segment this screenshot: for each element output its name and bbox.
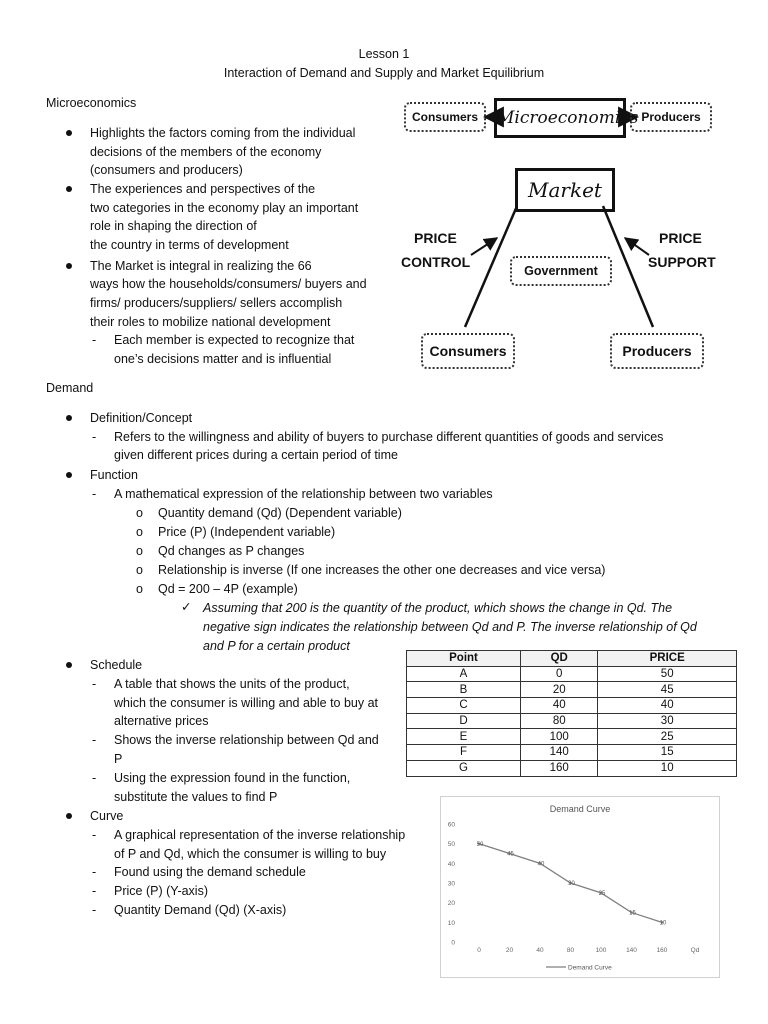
table-row	[407, 682, 737, 698]
curve-text: Price (P) (Y-axis)	[114, 884, 208, 898]
data-label: 40	[537, 861, 545, 868]
schedule-text: A table that shows the units of the product,	[114, 677, 350, 691]
table-header-row	[407, 651, 737, 667]
data-label: 50	[476, 841, 484, 848]
y-tick-label: 60	[447, 821, 455, 829]
table-row	[407, 729, 737, 745]
dash: -	[92, 677, 97, 691]
micro-line: (consumers and producers)	[90, 163, 243, 177]
micro-line: Each member is expected to recognize that	[114, 333, 355, 347]
consumers-top-box: Consumers	[404, 102, 486, 132]
micro-line: their roles to mobilize national development	[90, 315, 331, 329]
data-label: 30	[568, 881, 575, 888]
table-row	[407, 698, 737, 714]
demand-schedule-table	[406, 650, 737, 777]
schedule-text: P	[114, 752, 123, 766]
table-cell: E	[407, 729, 521, 745]
x-tick-label: 20	[505, 947, 514, 954]
y-tick-label: 20	[447, 900, 455, 908]
bullet	[66, 415, 72, 421]
table-row	[407, 760, 737, 776]
demand-heading: Demand	[46, 381, 94, 395]
table-cell: 80	[521, 713, 598, 729]
bullet	[66, 263, 72, 269]
micro-line: role in shaping the direction of	[90, 219, 257, 233]
table-cell: 30	[598, 713, 737, 729]
bullet	[66, 130, 72, 136]
dash: -	[92, 884, 97, 898]
function-item: Qd changes as P changes	[158, 544, 305, 558]
sub-bullet: o	[136, 563, 143, 577]
table-cell: 50	[598, 666, 737, 682]
table-cell: 15	[598, 745, 737, 761]
y-tick-label: 10	[447, 919, 455, 927]
page-title: Interaction of Demand and Supply and Market Equilibrium	[223, 66, 545, 80]
table-cell: C	[407, 698, 521, 714]
y-tick-label: 50	[447, 841, 455, 849]
sub-bullet: o	[136, 506, 143, 520]
data-label: 10	[659, 920, 667, 927]
bullet	[66, 472, 72, 478]
micro-heading: Microeconomics	[46, 96, 137, 110]
y-tick-label: 0	[451, 939, 455, 947]
micro-line: The Market is integral in realizing the 66	[90, 259, 312, 273]
table-header: Point	[407, 651, 521, 667]
table-header: PRICE	[598, 651, 737, 667]
table-row	[407, 666, 737, 682]
schedule-text: Shows the inverse relationship between Qd and	[114, 733, 379, 747]
data-label: 45	[507, 851, 514, 858]
sub-bullet: o	[136, 525, 143, 539]
table-cell: 40	[598, 698, 737, 714]
producers-bottom-box: Producers	[610, 333, 704, 369]
schedule-text: substitute the values to find P	[114, 790, 278, 804]
table-cell: 160	[521, 760, 598, 776]
function-item: Relationship is inverse (If one increases the other one decreases and vice versa)	[158, 563, 606, 577]
sub-bullet: o	[136, 544, 143, 558]
y-tick-label: 40	[447, 860, 455, 868]
lesson-label: Lesson 1	[358, 47, 410, 61]
legend-label: Demand Curve	[568, 964, 612, 972]
price-control-arrow-icon	[471, 238, 497, 255]
curve-text: of P and Qd, which the consumer is willing to buy	[114, 847, 387, 861]
microeconomics-box: Microeconomics	[494, 98, 626, 138]
table-cell: A	[407, 666, 521, 682]
schedule-label: Schedule	[90, 658, 143, 672]
data-label: 25	[598, 891, 606, 898]
table-cell: D	[407, 713, 521, 729]
sub-bullet: o	[136, 582, 143, 596]
micro-line: ways how the households/consumers/ buyers and	[90, 277, 367, 291]
consumers-bottom-box: Consumers	[421, 333, 515, 369]
dash: -	[92, 903, 97, 917]
curve-text: Found using the demand schedule	[114, 865, 306, 879]
table-cell: 45	[598, 682, 737, 698]
schedule-text: Using the expression found in the function,	[114, 771, 351, 785]
market-box: Market	[515, 168, 615, 212]
definition-label: Definition/Concept	[90, 411, 193, 425]
x-tick-label: 160	[656, 947, 668, 954]
curve-label: Curve	[90, 809, 124, 823]
definition-text: given different prices during a certain period of time	[114, 448, 398, 462]
table-cell: 0	[521, 666, 598, 682]
demand-chart-frame	[440, 796, 720, 978]
schedule-text: alternative prices	[114, 714, 209, 728]
x-axis-label: Qd	[690, 947, 700, 954]
function-item: Price (P) (Independent variable)	[158, 525, 336, 539]
producers-top-box: Producers	[630, 102, 712, 132]
dash: -	[92, 487, 97, 501]
curve-text: Quantity Demand (Qd) (X-axis)	[114, 903, 287, 917]
demand-chart	[441, 797, 719, 977]
micro-line: two categories in the economy play an important	[90, 201, 359, 215]
function-item: Qd = 200 – 4P (example)	[158, 582, 298, 596]
dash: -	[92, 771, 97, 785]
micro-line: firms/ producers/suppliers/ sellers accomplish	[90, 296, 343, 310]
table-cell: 40	[521, 698, 598, 714]
note-text: and P for a certain product	[203, 639, 350, 653]
table-row	[407, 713, 737, 729]
function-desc: A mathematical expression of the relationship between two variables	[114, 487, 493, 501]
price-support-label: PRICE	[659, 230, 702, 246]
dash: -	[92, 733, 97, 747]
table-cell: 140	[521, 745, 598, 761]
dash: -	[92, 828, 97, 842]
price-support-arrow-icon	[625, 238, 649, 255]
table-cell: F	[407, 745, 521, 761]
micro-line: decisions of the members of the economy	[90, 145, 322, 159]
dash: -	[92, 430, 97, 444]
schedule-text: which the consumer is willing and able to buy at	[114, 696, 379, 710]
price-control-label: CONTROL	[401, 254, 471, 270]
table-cell: 20	[521, 682, 598, 698]
micro-line: one’s decisions matter and is influential	[114, 352, 332, 366]
function-item: Quantity demand (Qd) (Dependent variable)	[158, 506, 402, 520]
x-tick-label: 40	[536, 947, 544, 954]
table-cell: 10	[598, 760, 737, 776]
definition-text: Refers to the willingness and ability of buyers to purchase different quantities of goods and services	[114, 430, 664, 444]
price-support-label: SUPPORT	[648, 254, 716, 270]
note-text: Assuming that 200 is the quantity of the product, which shows the change in Qd. The	[203, 601, 673, 615]
table-cell: 25	[598, 729, 737, 745]
bullet	[66, 186, 72, 192]
table-cell: 100	[521, 729, 598, 745]
price-control-label: PRICE	[414, 230, 457, 246]
table-cell: G	[407, 760, 521, 776]
check-icon: ✓	[181, 600, 192, 614]
data-label: 15	[629, 910, 636, 917]
micro-line: the country in terms of development	[90, 238, 289, 252]
function-label: Function	[90, 468, 138, 482]
y-tick-label: 30	[447, 880, 455, 888]
x-tick-label: 0	[477, 947, 481, 954]
x-tick-label: 100	[595, 947, 607, 954]
dash: -	[92, 333, 97, 347]
table-header: QD	[521, 651, 598, 667]
government-box: Government	[510, 256, 612, 286]
table-cell: B	[407, 682, 521, 698]
x-tick-label: 80	[566, 947, 575, 954]
x-tick-label: 140	[626, 947, 637, 954]
note-text: negative sign indicates the relationship between Qd and P. The inverse relationship of Qd	[203, 620, 697, 634]
micro-line: The experiences and perspectives of the	[90, 182, 316, 196]
bullet	[66, 813, 72, 819]
dash: -	[92, 865, 97, 879]
table-row	[407, 745, 737, 761]
bullet	[66, 662, 72, 668]
curve-text: A graphical representation of the inverse relationship	[114, 828, 406, 842]
chart-title: Demand Curve	[549, 804, 611, 814]
micro-line: Highlights the factors coming from the individual	[90, 126, 356, 140]
